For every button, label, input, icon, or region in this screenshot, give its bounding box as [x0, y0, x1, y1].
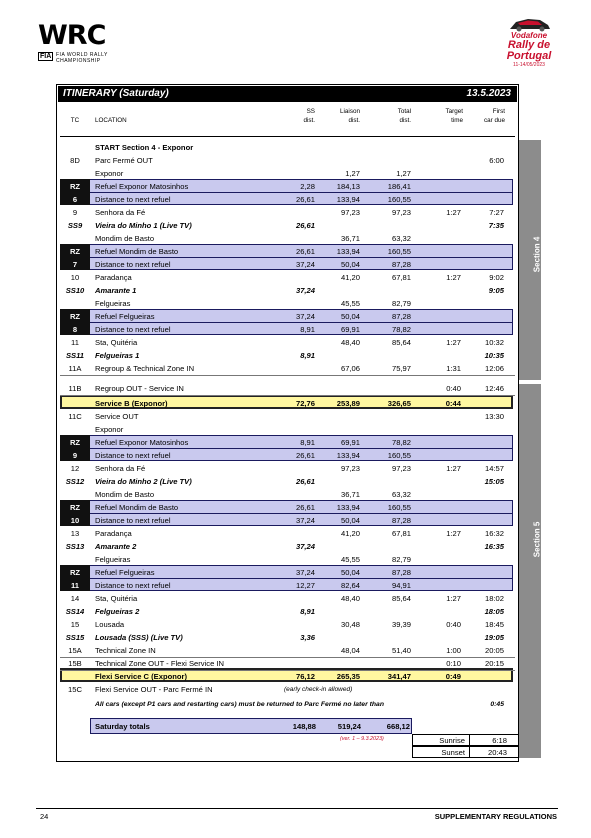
document-title: SUPPLEMENTARY REGULATIONS: [434, 812, 557, 821]
cell-to: 39,39: [391, 620, 411, 629]
cell-loc: Refuel Mondim de Basto: [95, 503, 179, 512]
cell-loc: Exponor: [95, 169, 124, 178]
itinerary-row: [60, 284, 515, 297]
cell-ss: 37,24: [295, 260, 315, 269]
cell-loc: Flexi Service C (Exponor): [95, 672, 187, 681]
cell-li: 1,27: [345, 169, 360, 178]
cell-loc: Flexi Service OUT - Parc Fermé IN: [95, 685, 213, 694]
cell-li: 48,40: [340, 338, 360, 347]
cell-li: 45,55: [340, 555, 360, 564]
totals-label: Saturday totals: [95, 722, 150, 731]
section-5-label: [519, 521, 542, 558]
wrc-subtitle: FIA WORLD RALLY CHAMPIONSHIP: [56, 52, 108, 64]
cell-loc: Lousada: [95, 620, 125, 629]
itinerary-row: [60, 410, 515, 423]
page-number: 24: [40, 812, 49, 821]
cell-li: 69,91: [340, 438, 360, 447]
header-total-line1: Total: [397, 108, 411, 115]
cell-ss: 8,91: [300, 438, 315, 447]
cell-to: 87,28: [391, 312, 411, 321]
cell-fc: 14:57: [484, 464, 504, 473]
cell-to: 160,55: [387, 247, 411, 256]
cell-tc: SS11: [65, 351, 84, 360]
cell-loc: Technical Zone OUT - Flexi Service IN: [95, 659, 224, 668]
cell-to: 67,81: [391, 273, 411, 282]
cell-loc: Amarante 2: [95, 542, 137, 551]
cell-tc: 14: [70, 594, 80, 603]
cell-loc: Exponor: [95, 425, 124, 434]
cell-ss: 8,91: [300, 351, 315, 360]
itinerary-row: [60, 362, 515, 375]
cell-to: 63,32: [391, 234, 411, 243]
itinerary-row: [60, 631, 515, 644]
cell-to: 94,91: [391, 581, 411, 590]
cell-tc: SS12: [65, 477, 85, 486]
cell-loc: Senhora da Fé: [95, 208, 146, 217]
cell-to: 87,28: [391, 516, 411, 525]
cell-to: 87,28: [391, 260, 411, 269]
header-first-line1: First: [492, 108, 505, 115]
cell-to: 82,79: [391, 299, 411, 308]
itinerary-row: [60, 206, 515, 219]
cell-loc: Regroup & Technical Zone IN: [95, 364, 195, 373]
section-4-text: Section 4: [532, 236, 542, 273]
itinerary-row: [60, 488, 515, 501]
itinerary-row: [60, 553, 515, 566]
cell-to: 63,32: [391, 490, 411, 499]
cell-to: 85,64: [391, 594, 411, 603]
itinerary-row: [60, 193, 515, 206]
cell-tc: 6: [72, 195, 78, 204]
cell-tc: 11: [70, 581, 80, 590]
cell-fc: 6:00: [489, 156, 504, 165]
cell-ss: 8,91: [300, 325, 315, 334]
itinerary-row: [60, 180, 515, 193]
cell-tc: SS9: [67, 221, 83, 230]
cell-loc: Sta, Quitéria: [95, 594, 138, 603]
cell-loc: Distance to next refuel: [95, 325, 171, 334]
header-target-line1: Target: [445, 108, 463, 115]
sunset-value: 20:43: [487, 748, 507, 757]
cell-to: 186,41: [387, 182, 411, 191]
itinerary-row: [60, 141, 515, 154]
itinerary-row: [60, 644, 515, 657]
cell-loc: Felgueiras: [95, 555, 131, 564]
cell-tc: SS15: [65, 633, 85, 642]
cell-loc: Amarante 1: [95, 286, 137, 295]
itinerary-row: [60, 592, 515, 605]
cell-fc: 7:27: [489, 208, 504, 217]
header-ss-line2: dist.: [303, 117, 315, 124]
row-note: (early check-in allowed): [284, 686, 353, 693]
cell-tc: RZ: [69, 438, 81, 447]
version-note: (ver. 1 – 9.3.2023): [340, 736, 384, 742]
wrc-logo-letters: WRC: [38, 20, 106, 51]
cell-ss: 26,61: [295, 503, 315, 512]
itinerary-row: [60, 698, 515, 711]
cell-loc: Distance to next refuel: [95, 581, 171, 590]
cell-to: 82,79: [391, 555, 411, 564]
cell-loc: START Section 4 - Exponor: [95, 143, 194, 152]
cell-tt: 1:27: [446, 338, 461, 347]
cell-li: 184,13: [336, 182, 360, 191]
itinerary-row: [60, 397, 515, 410]
sunset-divider: [469, 747, 470, 757]
cell-tc: 7: [72, 260, 78, 269]
itinerary-row: [60, 527, 515, 540]
cell-to: 97,23: [391, 208, 411, 217]
itinerary-row: [60, 436, 515, 449]
cell-loc: Refuel Felgueiras: [95, 568, 155, 577]
cell-ss: 3,36: [300, 633, 315, 642]
itinerary-row: [60, 540, 515, 553]
itinerary-row: [60, 271, 515, 284]
cell-fc: 20:15: [484, 659, 504, 668]
cell-to: 75,97: [391, 364, 411, 373]
header-ss-dist: [303, 107, 315, 125]
header-ss-line1: SS: [306, 108, 315, 115]
cell-li: 133,94: [336, 503, 360, 512]
cell-to: 78,82: [391, 325, 411, 334]
cell-tc: 15C: [68, 685, 82, 694]
cell-tc: 10: [70, 273, 80, 282]
cell-tc: 8: [72, 325, 78, 334]
cell-li: 82,64: [340, 581, 360, 590]
totals-ss: 148,88: [292, 722, 316, 731]
cell-fc: 9:05: [488, 286, 504, 295]
cell-tt: 1:27: [446, 464, 461, 473]
cell-to: 160,55: [387, 503, 411, 512]
cell-fc: 12:06: [484, 364, 504, 373]
cell-fc: 12:46: [484, 384, 504, 393]
cell-tc: 10: [70, 516, 80, 525]
cell-loc: Vieira do Minho 1 (Live TV): [95, 221, 192, 230]
cell-tc: 9: [72, 208, 78, 217]
sunrise-value: 6:18: [492, 736, 507, 745]
section-5-band: [519, 384, 541, 758]
cell-fc: 20:05: [484, 646, 504, 655]
cell-li: 133,94: [336, 247, 360, 256]
cell-loc: All cars (except P1 cars and restarting cars) must be returned to Parc Fermé no later than: [95, 701, 384, 708]
itinerary-row: [60, 219, 515, 232]
cell-tt: 1:27: [446, 208, 461, 217]
rally-name: Rally de Portugal: [506, 39, 552, 62]
cell-loc: Service OUT: [95, 412, 139, 421]
cell-loc: Distance to next refuel: [95, 516, 171, 525]
itinerary-row: [60, 423, 515, 436]
cell-loc: Paradança: [95, 273, 132, 282]
itinerary-row: [60, 618, 515, 631]
cell-ss: 8,91: [300, 607, 315, 616]
header-liaison-line2: dist.: [348, 117, 360, 124]
cell-tt: 0:40: [446, 384, 461, 393]
itinerary-row: [60, 323, 515, 336]
cell-li: 97,23: [340, 208, 360, 217]
sunrise-divider: [469, 735, 470, 745]
header-first-line2: car due: [483, 117, 505, 124]
cell-loc: Refuel Exponor Matosinhos: [95, 182, 189, 191]
sunrise-box: [412, 734, 519, 746]
cell-li: 50,04: [340, 516, 360, 525]
cell-loc: Felgueiras 1: [95, 351, 140, 360]
sunset-box: [412, 746, 519, 758]
cell-loc: Distance to next refuel: [95, 451, 171, 460]
footer-divider: [36, 808, 558, 809]
cell-tc: 11C: [68, 412, 82, 421]
cell-fc: 7:35: [488, 221, 504, 230]
section-4-label: [519, 236, 542, 273]
cell-to: 326,65: [387, 399, 411, 408]
cell-fc: 16:35: [484, 542, 504, 551]
cell-fc: 0:45: [490, 701, 504, 708]
cell-tc: 15: [70, 620, 80, 629]
cell-loc: Regroup OUT - Service IN: [95, 384, 184, 393]
cell-loc: Parc Fermé OUT: [95, 156, 153, 165]
itinerary-row: [60, 336, 515, 349]
cell-li: 45,55: [340, 299, 360, 308]
rally-portugal-logo: [498, 14, 560, 68]
cell-tt: 0:40: [446, 620, 461, 629]
cell-to: 51,40: [391, 646, 411, 655]
cell-loc: Refuel Exponor Matosinhos: [95, 438, 189, 447]
cell-loc: Vieira do Minho 2 (Live TV): [95, 477, 192, 486]
cell-loc: Distance to next refuel: [95, 195, 171, 204]
cell-li: 69,91: [340, 325, 360, 334]
cell-tc: 11: [71, 338, 79, 347]
itinerary-row: [60, 475, 515, 488]
cell-tt: 1:27: [446, 273, 461, 282]
cell-loc: Mondim de Basto: [95, 490, 155, 499]
cell-loc: Distance to next refuel: [95, 260, 171, 269]
itinerary-row: [60, 349, 515, 362]
cell-loc: Technical Zone IN: [95, 646, 156, 655]
cell-fc: 15:05: [484, 477, 504, 486]
cell-tc: SS10: [65, 286, 85, 295]
itinerary-row: [60, 462, 515, 475]
cell-tt: 1:00: [446, 646, 461, 655]
cell-ss: 26,61: [295, 451, 315, 460]
cell-loc: Refuel Felgueiras: [95, 312, 155, 321]
cell-fc: 16:32: [484, 529, 504, 538]
itinerary-row: [60, 232, 515, 245]
cell-li: 30,48: [340, 620, 360, 629]
cell-to: 341,47: [387, 672, 411, 681]
itinerary-title-bar: [58, 86, 517, 102]
header-location: LOCATION: [95, 117, 127, 124]
cell-li: 48,40: [340, 594, 360, 603]
itinerary-row: [60, 579, 515, 592]
itinerary-row: [60, 670, 515, 683]
header-liaison-line1: Liaison: [340, 108, 360, 115]
cell-loc: Mondim de Basto: [95, 234, 155, 243]
itinerary-row: [60, 605, 515, 618]
cell-to: 87,28: [391, 568, 411, 577]
cell-fc: 10:35: [484, 351, 504, 360]
fia-logo: FIA: [40, 53, 52, 60]
cell-tt: 0:49: [445, 672, 461, 681]
cell-li: 41,20: [340, 273, 360, 282]
itinerary-row: [60, 657, 515, 670]
header-first-car-due: [484, 107, 505, 125]
itinerary-date: 13.5.2023: [466, 88, 511, 99]
cell-tc: 12: [70, 464, 80, 473]
header-tc: TC: [70, 117, 80, 124]
cell-li: 253,89: [336, 399, 360, 408]
itinerary-row: [60, 514, 515, 527]
cell-li: 97,23: [340, 464, 360, 473]
cell-ss: 37,24: [295, 568, 315, 577]
cell-tc: RZ: [69, 182, 81, 191]
sunrise-label: Sunrise: [439, 736, 465, 745]
totals-liaison: 519,24: [337, 722, 361, 731]
cell-loc: Service B (Exponor): [95, 399, 168, 408]
itinerary-row: [60, 683, 515, 696]
cell-li: 41,20: [340, 529, 360, 538]
cell-tc: 9: [72, 451, 78, 460]
cell-ss: 76,12: [295, 672, 315, 681]
cell-ss: 12,27: [295, 581, 315, 590]
cell-fc: 9:02: [489, 273, 504, 282]
cell-loc: Lousada (SSS) (Live TV): [95, 633, 183, 642]
cell-tt: 1:31: [446, 364, 461, 373]
cell-li: 36,71: [340, 490, 360, 499]
sunset-label: Sunset: [441, 748, 465, 757]
header-divider: [60, 136, 515, 137]
cell-li: 50,04: [340, 568, 360, 577]
cell-to: 85,64: [391, 338, 411, 347]
cell-to: 78,82: [391, 438, 411, 447]
cell-li: 50,04: [340, 312, 360, 321]
itinerary-row: [60, 566, 515, 579]
cell-ss: 26,61: [295, 221, 315, 230]
rally-dates: 11-14/05/2023: [513, 62, 545, 68]
itinerary-row: [60, 258, 515, 271]
cell-tt: 0:44: [445, 399, 461, 408]
cell-tc: RZ: [69, 247, 81, 256]
cell-to: 1,27: [396, 169, 411, 178]
cell-li: 67,06: [340, 364, 360, 373]
cell-tc: SS14: [65, 607, 85, 616]
itinerary-row: [60, 310, 515, 323]
cell-li: 48,04: [340, 646, 360, 655]
cell-ss: 26,61: [295, 247, 315, 256]
cell-loc: Paradança: [95, 529, 132, 538]
itinerary-row: [60, 297, 515, 310]
rally-car-icon: [508, 16, 552, 32]
cell-tc: 11A: [68, 364, 82, 373]
itinerary-row: [60, 449, 515, 462]
cell-tt: 1:27: [446, 594, 461, 603]
cell-ss: 72,76: [295, 399, 315, 408]
cell-tc: 15B: [68, 659, 82, 668]
cell-tt: 1:27: [446, 529, 461, 538]
cell-ss: 2,28: [300, 182, 315, 191]
cell-tc: RZ: [69, 568, 81, 577]
cell-ss: 37,24: [295, 312, 315, 321]
section-5-text: Section 5: [532, 521, 542, 558]
cell-ss: 37,24: [295, 542, 315, 551]
cell-loc: Refuel Mondim de Basto: [95, 247, 179, 256]
itinerary-row: [60, 154, 515, 167]
header-total-dist: [398, 107, 411, 125]
header-liaison-dist: [340, 107, 360, 125]
row-separator: [60, 395, 515, 396]
cell-fc: 18:02: [484, 594, 504, 603]
cell-tc: RZ: [69, 312, 81, 321]
cell-tt: 0:10: [446, 659, 461, 668]
itinerary-row: [60, 501, 515, 514]
cell-loc: Senhora da Fé: [95, 464, 146, 473]
cell-loc: Sta, Quitéria: [95, 338, 138, 347]
cell-to: 160,55: [387, 451, 411, 460]
cell-to: 160,55: [387, 195, 411, 204]
cell-fc: 18:05: [484, 607, 504, 616]
header-total-line2: dist.: [399, 117, 411, 124]
cell-fc: 10:32: [484, 338, 504, 347]
cell-tc: RZ: [69, 503, 81, 512]
cell-li: 133,94: [336, 195, 360, 204]
cell-ss: 37,24: [295, 516, 315, 525]
cell-ss: 26,61: [295, 477, 315, 486]
cell-tc: 8D: [70, 156, 80, 165]
itinerary-row: [60, 245, 515, 258]
row-separator: [60, 375, 515, 376]
cell-to: 97,23: [391, 464, 411, 473]
rally-sponsor: Vodafone: [510, 31, 548, 40]
cell-tc: SS13: [65, 542, 85, 551]
cell-li: 265,35: [336, 672, 360, 681]
cell-li: 36,71: [340, 234, 360, 243]
saturday-totals: [90, 718, 412, 734]
header-target-time: [445, 107, 463, 125]
itinerary-row: [60, 382, 515, 395]
cell-fc: 18:45: [484, 620, 504, 629]
cell-ss: 26,61: [295, 195, 315, 204]
cell-tc: 15A: [68, 646, 82, 655]
cell-li: 133,94: [336, 451, 360, 460]
header-target-line2: time: [451, 117, 463, 124]
itinerary-title: ITINERARY (Saturday): [63, 88, 169, 99]
cell-tc: 11B: [68, 384, 82, 393]
cell-tc: 13: [70, 529, 80, 538]
itinerary-row: [60, 167, 515, 180]
cell-li: 50,04: [340, 260, 360, 269]
cell-fc: 19:05: [484, 633, 504, 642]
cell-ss: 37,24: [295, 286, 315, 295]
cell-loc: Felgueiras 2: [95, 607, 140, 616]
wrc-logo: [38, 22, 133, 62]
cell-fc: 13:30: [484, 412, 504, 421]
cell-loc: Felgueiras: [95, 299, 131, 308]
cell-to: 67,81: [391, 529, 411, 538]
totals-total: 668,12: [386, 722, 410, 731]
